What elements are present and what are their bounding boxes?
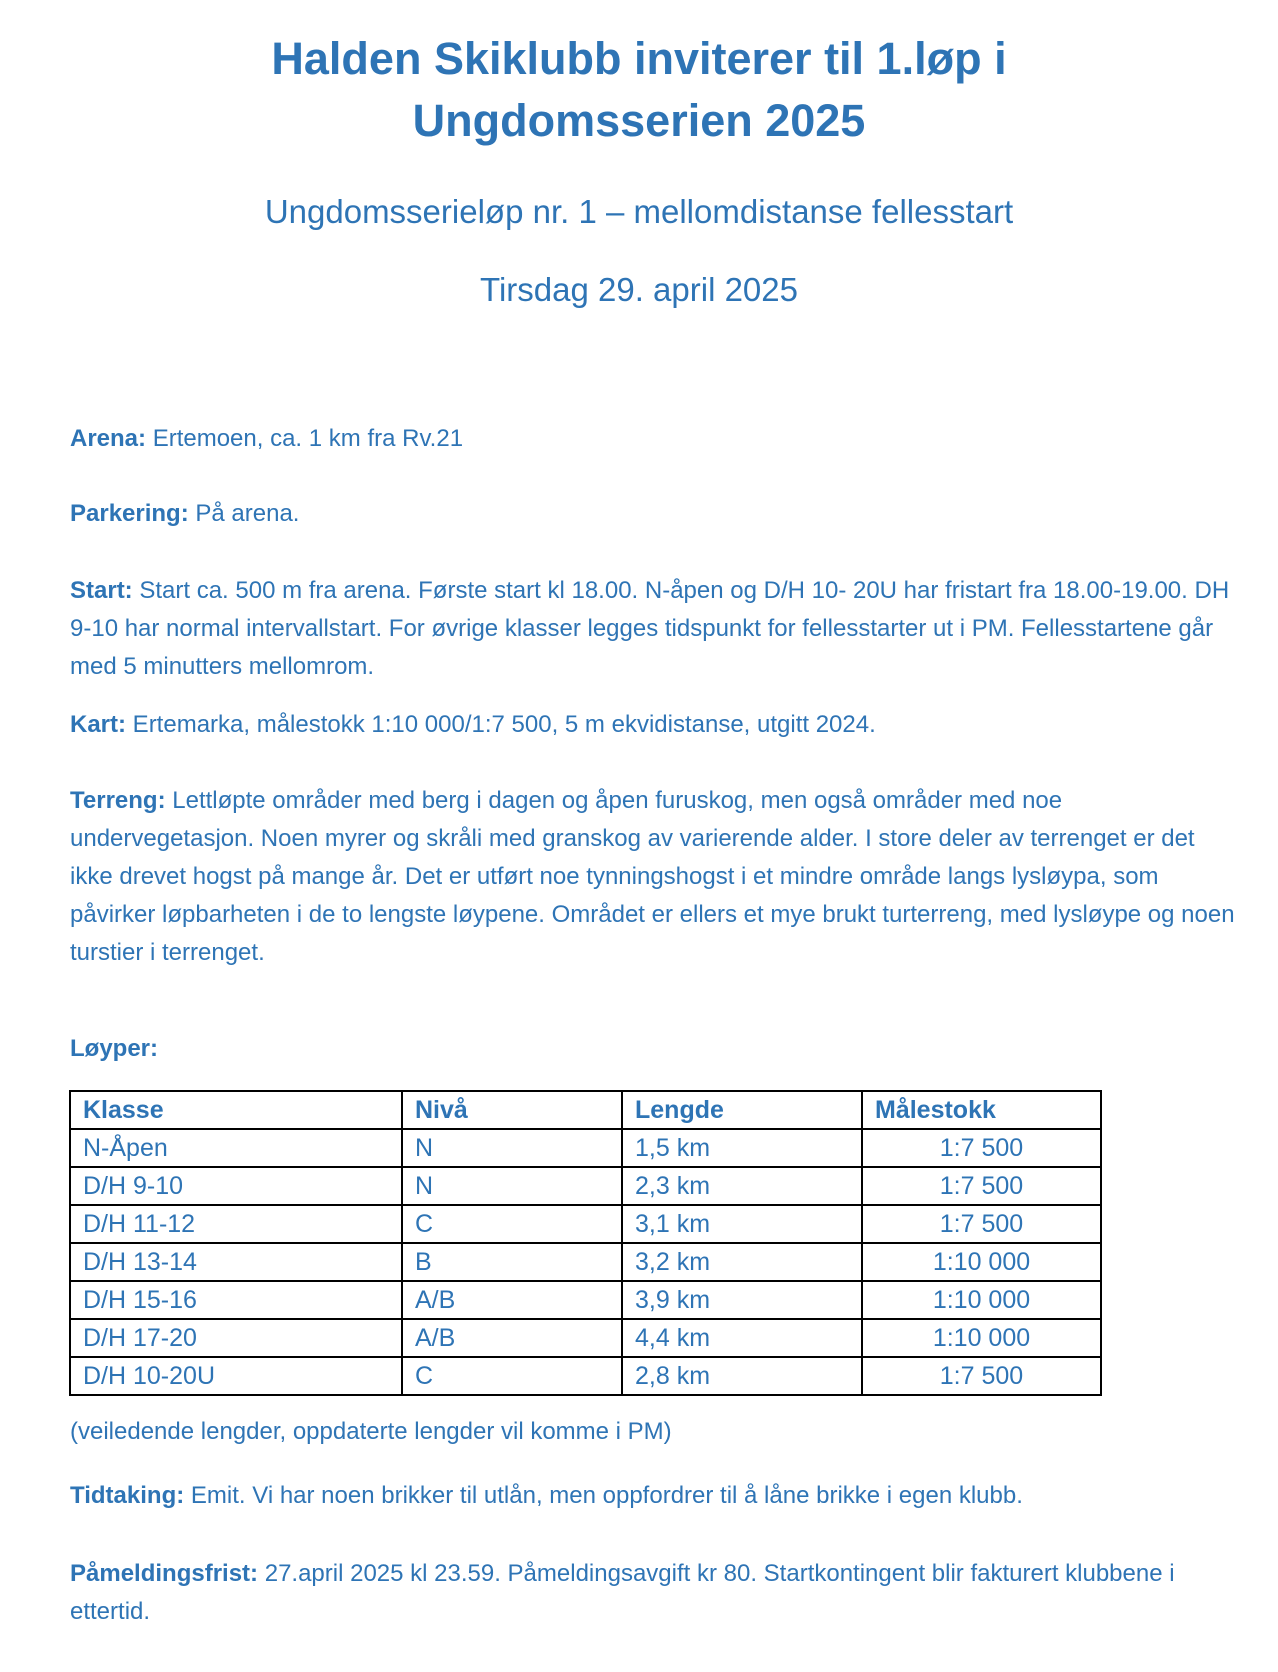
table-row — [70, 1243, 1101, 1281]
table-header-row — [70, 1091, 1101, 1129]
cell-malestokk: 1:10 000 — [862, 1319, 1101, 1357]
start-paragraph — [70, 572, 1240, 686]
column-header-klasse: Klasse — [70, 1091, 402, 1129]
column-header-lengde: Lengde — [622, 1091, 862, 1129]
loyper-label: Løyper: — [70, 1035, 159, 1062]
column-header-niva: Nivå — [402, 1091, 622, 1129]
cell-niva: C — [402, 1357, 622, 1395]
arena-text: Ertemoen, ca. 1 km fra Rv.21 — [146, 425, 464, 452]
title-line-1: Halden Skiklubb inviterer til 1.løp i — [271, 33, 1007, 84]
cell-lengde: 3,9 km — [622, 1281, 862, 1319]
parkering-label: Parkering: — [70, 500, 189, 527]
parkering-text: På arena. — [188, 500, 300, 527]
cell-niva: A/B — [402, 1319, 622, 1357]
pamelding-text: 27.april 2025 kl 23.59. Påmeldingsavgift kr 80. Startkontingent blir fakturert klubbene i ettertid. — [70, 1560, 1175, 1625]
cell-klasse: D/H 15-16 — [70, 1281, 402, 1319]
terreng-label: Terreng: — [70, 787, 166, 814]
event-date: Tirsdag 29. april 2025 — [480, 271, 798, 308]
tidtaking-label: Tidtaking: — [70, 1482, 185, 1509]
kart-label: Kart: — [70, 711, 127, 738]
cell-niva: B — [402, 1243, 622, 1281]
cell-niva: N — [402, 1129, 622, 1167]
cell-lengde: 2,8 km — [622, 1357, 862, 1395]
cell-klasse: D/H 9-10 — [70, 1167, 402, 1205]
parkering-paragraph — [70, 495, 1240, 533]
table-row — [70, 1205, 1101, 1243]
table-row — [70, 1357, 1101, 1395]
kart-text: Ertemarka, målestokk 1:10 000/1:7 500, 5 m ekvidistanse, utgitt 2024. — [126, 711, 876, 738]
cell-lengde: 3,1 km — [622, 1205, 862, 1243]
start-text: Start ca. 500 m fra arena. Første start kl 18.00. N-åpen og D/H 10- 20U har fristart fra 18.00-19.00. DH 9-10 har normal intervallstart. For øvrige klasser legges tidspunkt for fellesstarter ut i PM. Fellesstartene går med 5 minutters mellomrom. — [70, 577, 1230, 680]
cell-malestokk: 1:10 000 — [862, 1243, 1101, 1281]
cell-malestokk: 1:10 000 — [862, 1281, 1101, 1319]
cell-klasse: D/H 10-20U — [70, 1357, 402, 1395]
cell-niva: N — [402, 1167, 622, 1205]
tidtaking-text: Emit. Vi har noen brikker til utlån, men oppfordrer til å låne brikke i egen klubb. — [184, 1482, 1023, 1509]
courses-table — [69, 1090, 1102, 1396]
arena-paragraph — [70, 420, 1240, 458]
cell-klasse: D/H 17-20 — [70, 1319, 402, 1357]
title-line-2: Ungdomsserien 2025 — [412, 95, 866, 146]
cell-lengde: 1,5 km — [622, 1129, 862, 1167]
arena-label: Arena: — [70, 425, 147, 452]
cell-malestokk: 1:7 500 — [862, 1167, 1101, 1205]
terreng-paragraph — [70, 782, 1240, 972]
tidtaking-paragraph — [70, 1477, 1240, 1515]
cell-lengde: 4,4 km — [622, 1319, 862, 1357]
column-header-malestokk: Målestokk — [862, 1091, 1101, 1129]
table-row — [70, 1129, 1101, 1167]
terreng-text: Lettløpte områder med berg i dagen og åpen furuskog, men også områder med noe undervegetasjon. Noen myrer og skråli med granskog av varierende alder. I store deler av terrenget er det ikke drevet hogst på mange år. Det er utført noe tynningshogst i et mindre område langs lysløypa, som påvirker løpbarheten i de to lengste løypene. Området er ellers et mye brukt turterreng, med lysløype og noen turstier i terrenget. — [70, 787, 1235, 966]
cell-lengde: 3,2 km — [622, 1243, 862, 1281]
subtitle: Ungdomsserieløp nr. 1 – mellomdistanse fellesstart — [264, 193, 1014, 230]
cell-klasse: N-Åpen — [70, 1129, 402, 1167]
pamelding-label: Påmeldingsfrist: — [70, 1560, 259, 1587]
lengths-note: (veiledende lengder, oppdaterte lengder vil komme i PM) — [70, 1418, 672, 1445]
table-row — [70, 1281, 1101, 1319]
cell-malestokk: 1:7 500 — [862, 1357, 1101, 1395]
page-title — [0, 28, 1278, 152]
cell-klasse: D/H 11-12 — [70, 1205, 402, 1243]
cell-malestokk: 1:7 500 — [862, 1205, 1101, 1243]
kart-paragraph — [70, 706, 1240, 744]
cell-niva: A/B — [402, 1281, 622, 1319]
start-label: Start: — [70, 577, 133, 604]
cell-klasse: D/H 13-14 — [70, 1243, 402, 1281]
cell-lengde: 2,3 km — [622, 1167, 862, 1205]
cell-malestokk: 1:7 500 — [862, 1129, 1101, 1167]
cell-niva: C — [402, 1205, 622, 1243]
loyper-heading — [70, 1030, 1240, 1068]
table-row — [70, 1167, 1101, 1205]
table-row — [70, 1319, 1101, 1357]
pamelding-paragraph — [70, 1555, 1240, 1631]
